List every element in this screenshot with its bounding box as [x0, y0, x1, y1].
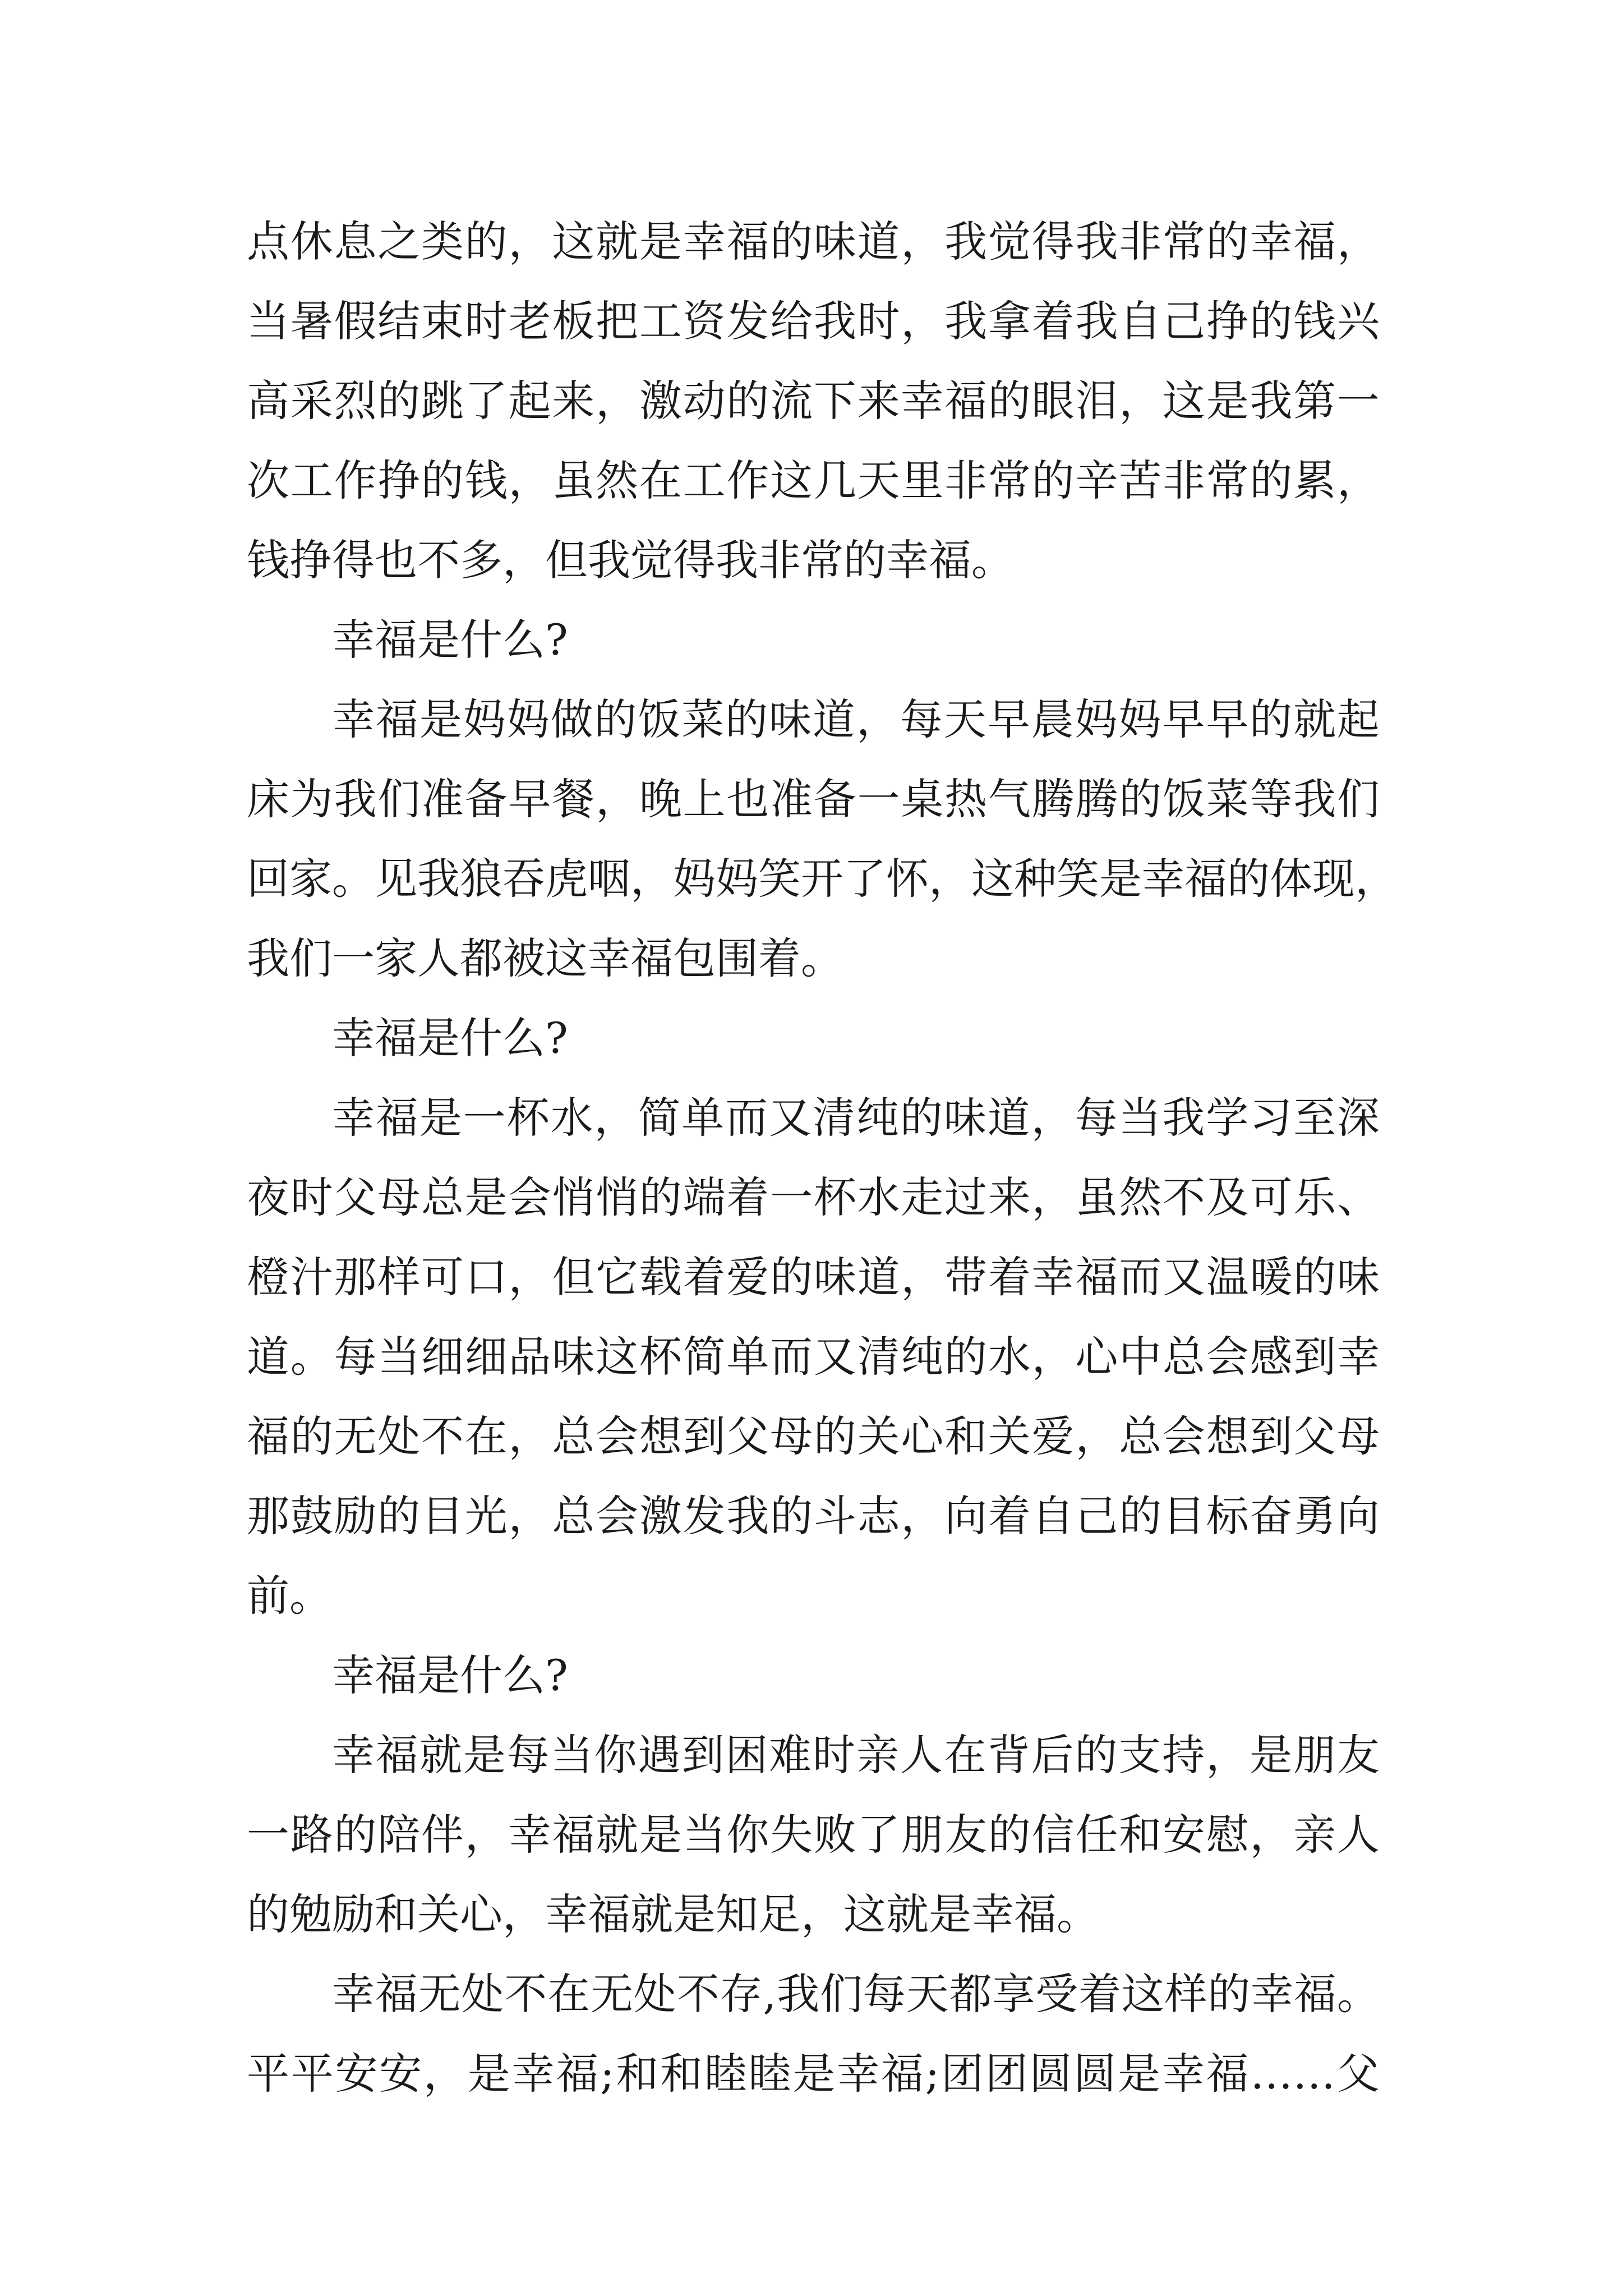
- text-line: 钱挣得也不多，但我觉得我非常的幸福。: [247, 535, 1014, 585]
- text-line: 幸福是一杯水，简单而又清纯的味道，每当我学习至深: [332, 1093, 1380, 1143]
- text-line: 那鼓励的目光，总会激发我的斗志，向着自己的目标奋勇向: [247, 1491, 1380, 1541]
- text-line: 的勉励和关心，幸福就是知足，这就是幸福。: [247, 1889, 1099, 1939]
- document-body: [247, 202, 1398, 2114]
- text-line: 床为我们准备早餐，晚上也准备一桌热气腾腾的饭菜等我们: [247, 774, 1380, 824]
- text-line: 回家。见我狼吞虎咽，妈妈笑开了怀，这种笑是幸福的体现，: [247, 854, 1398, 904]
- text-line: 平平安安，是幸福;和和睦睦是幸福;团团圆圆是幸福……父: [247, 2049, 1380, 2099]
- text-line: 幸福就是每当你遇到困难时亲人在背后的支持，是朋友: [332, 1730, 1380, 1780]
- text-line: 当暑假结束时老板把工资发给我时，我拿着我自己挣的钱兴: [247, 296, 1380, 346]
- text-line: 我们一家人都被这幸福包围着。: [247, 933, 843, 983]
- text-line: 前。: [247, 1571, 332, 1621]
- text-line: 高采烈的跳了起来，激动的流下来幸福的眼泪，这是我第一: [247, 376, 1380, 426]
- text-line: 次工作挣的钱，虽然在工作这几天里非常的辛苦非常的累，: [247, 455, 1380, 505]
- text-line: 幸福无处不在无处不存,我们每天都享受着这样的幸福。: [332, 1969, 1380, 2019]
- text-line: 福的无处不在，总会想到父母的关心和关爱，总会想到父母: [247, 1411, 1380, 1461]
- text-line: 夜时父母总是会悄悄的端着一杯水走过来，虽然不及可乐、: [247, 1172, 1380, 1222]
- text-line: 幸福是什么?: [332, 1650, 568, 1700]
- text-line: 幸福是妈妈做的饭菜的味道，每天早晨妈妈早早的就起: [332, 694, 1380, 744]
- text-line: 一路的陪伴，幸福就是当你失败了朋友的信任和安慰，亲人: [247, 1810, 1380, 1860]
- text-line: 道。每当细细品味这杯简单而又清纯的水，心中总会感到幸: [247, 1332, 1380, 1382]
- text-line: 点休息之类的，这就是幸福的味道，我觉得我非常的幸福，: [247, 217, 1380, 266]
- text-line: 幸福是什么?: [332, 1013, 568, 1063]
- text-line: 橙汁那样可口，但它载着爱的味道，带着幸福而又温暖的味: [247, 1252, 1380, 1302]
- text-line: 幸福是什么?: [332, 615, 568, 665]
